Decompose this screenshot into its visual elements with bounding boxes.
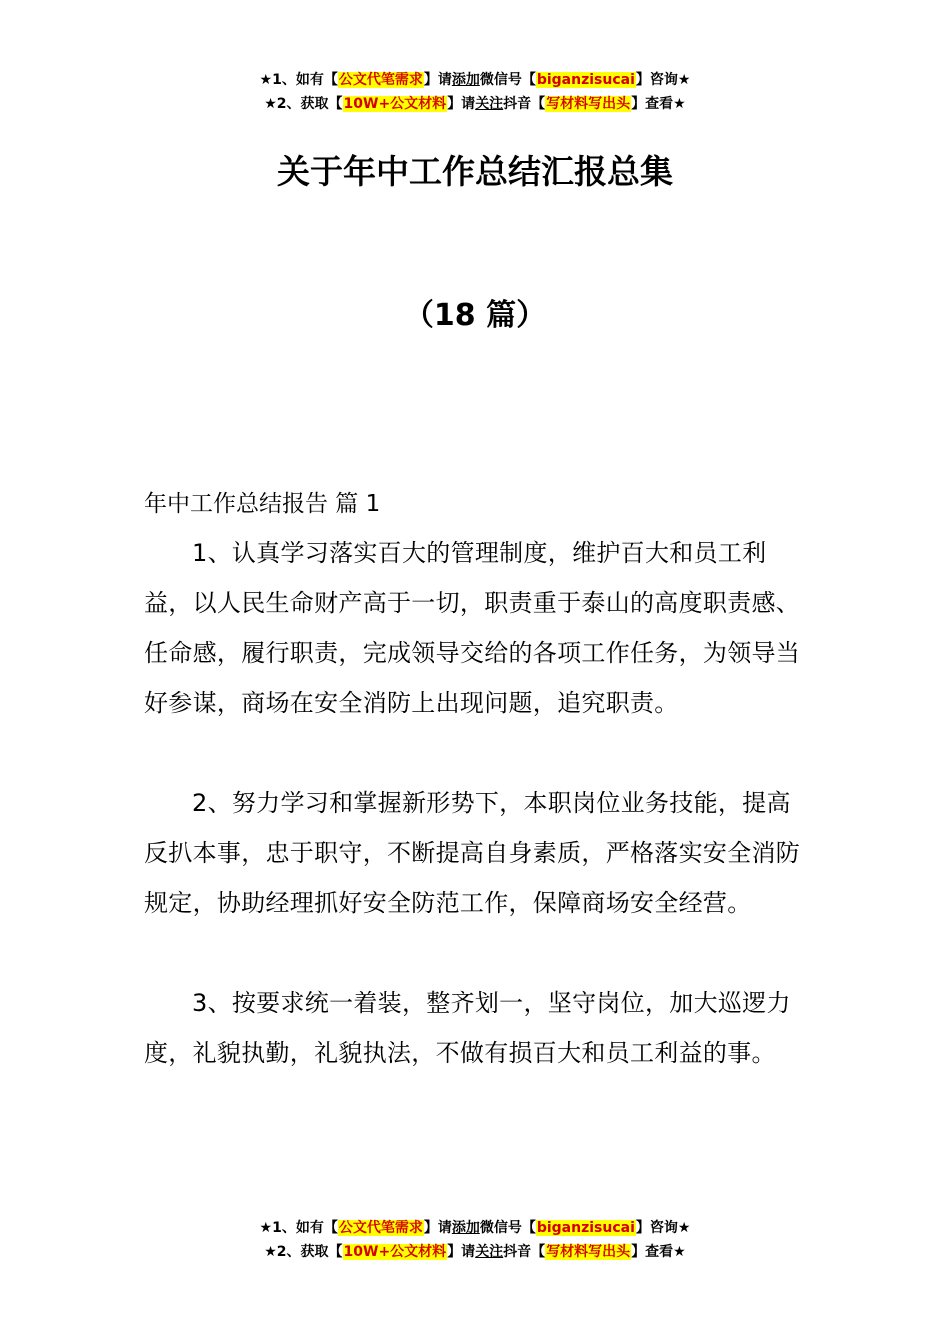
highlight-wechat-id: biganzisucai — [536, 72, 635, 88]
banner-text: 抖音【 — [503, 1244, 546, 1260]
header-banner — [0, 68, 950, 116]
banner-text: ★1、如有【 — [259, 1220, 338, 1236]
banner-text: ★2、获取【 — [264, 96, 343, 112]
highlight-materials: 10W+公文材料 — [343, 1244, 447, 1260]
highlight-service: 公文代笔需求 — [338, 72, 423, 88]
banner-line-1 — [0, 68, 950, 92]
highlight-service: 公文代笔需求 — [338, 1220, 423, 1236]
banner-text: 】请 — [447, 96, 476, 112]
paragraph-1: 1、认真学习落实百大的管理制度，维护百大和员工利益，以人民生命财产高于一切，职责重于泰山的高度职责感、任命感，履行职责，完成领导交给的各项工作任务，为领导当好参谋，商场在安全消防上出现问题，追究职责。 — [144, 539, 801, 717]
section-heading: 年中工作总结报告 篇 1 — [144, 491, 381, 517]
banner-text: 】查看★ — [631, 96, 686, 112]
document-title: 关于年中工作总结汇报总集 — [277, 152, 673, 191]
banner-text: 抖音【 — [503, 96, 546, 112]
document-body — [144, 486, 809, 1128]
banner-text: 】查看★ — [631, 1244, 686, 1260]
banner-text: 】请 — [423, 1220, 452, 1236]
underlined-text: 添加 — [451, 72, 480, 88]
document-subtitle: （18 篇） — [403, 298, 547, 333]
highlight-douyin-account: 写材料写出头 — [546, 1244, 631, 1260]
banner-text: 】请 — [447, 1244, 476, 1260]
banner-text: ★2、获取【 — [264, 1244, 343, 1260]
paragraph-2: 2、努力学习和掌握新形势下，本职岗位业务技能，提高反扒本事，忠于职守，不断提高自身素质，严格落实安全消防规定，协助经理抓好安全防范工作，保障商场安全经营。 — [144, 789, 801, 917]
highlight-douyin-account: 写材料写出头 — [546, 96, 631, 112]
banner-line-1 — [0, 1216, 950, 1240]
banner-text: 】咨询★ — [635, 1220, 691, 1236]
paragraph-3: 3、按要求统一着装，整齐划一，坚守岗位，加大巡逻力度，礼貌执勤，礼貌执法，不做有损百大和员工利益的事。 — [144, 989, 791, 1067]
banner-text: 微信号【 — [479, 72, 536, 88]
banner-text: ★1、如有【 — [259, 72, 338, 88]
footer-banner — [0, 1216, 950, 1264]
highlight-wechat-id: biganzisucai — [536, 1220, 635, 1236]
underlined-text: 添加 — [451, 1220, 480, 1236]
banner-line-2 — [0, 1240, 950, 1264]
highlight-materials: 10W+公文材料 — [343, 96, 447, 112]
underlined-text: 关注 — [475, 1244, 504, 1260]
banner-text: 】请 — [423, 72, 452, 88]
banner-line-2 — [0, 92, 950, 116]
underlined-text: 关注 — [475, 96, 504, 112]
banner-text: 微信号【 — [479, 1220, 536, 1236]
banner-text: 】咨询★ — [635, 72, 691, 88]
